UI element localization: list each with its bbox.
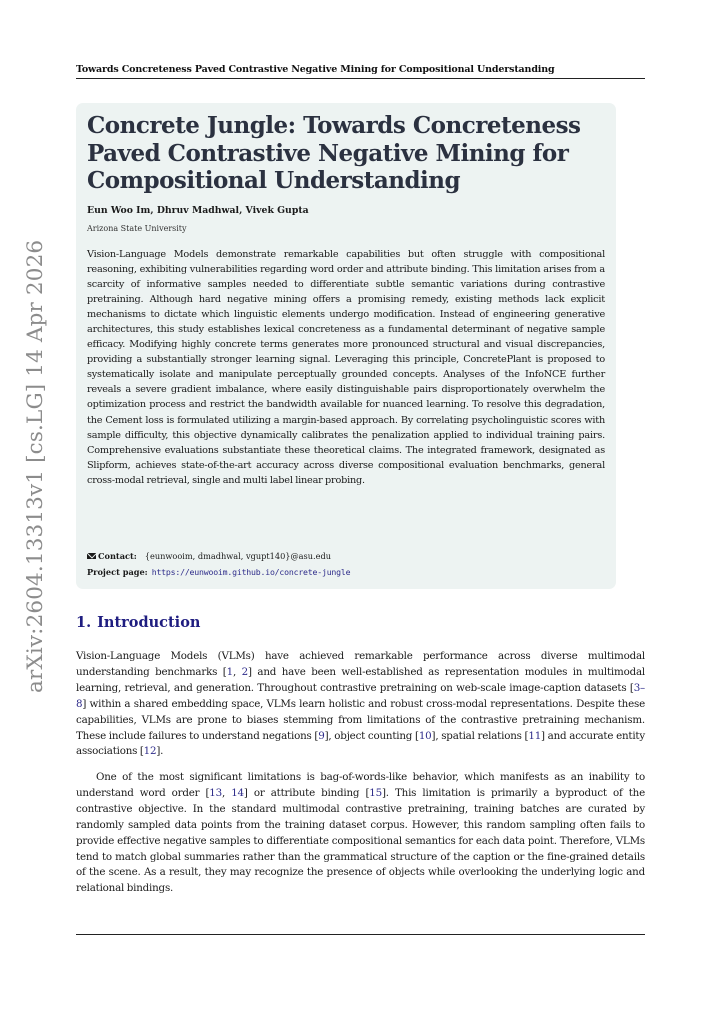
paper-title: Concrete Jungle: Towards Concreteness Paved Contrastive Negative Mining for Compositional Understanding	[87, 112, 581, 194]
intro-paragraph-2	[76, 770, 645, 897]
footer-rule	[76, 934, 645, 935]
body-text: ] within a shared embedding space, VLMs learn holistic and robust cross-modal representations. Despite these capabilities, VLMs are prone to biases stemming from limitations of the contrastive pretraining mechanism. These include failures to understand negations [	[76, 697, 645, 742]
intro-paragraph-1	[76, 649, 645, 760]
authors: Eun Woo Im, Dhruv Madhwal, Vivek Gupta	[87, 205, 309, 216]
section-heading	[76, 614, 200, 631]
project-line	[87, 567, 350, 577]
envelope-icon	[87, 553, 96, 559]
citation-link[interactable]: 2	[241, 665, 248, 678]
body-text: ].	[156, 745, 164, 758]
body-text: ,	[222, 786, 232, 799]
running-header: Towards Concreteness Paved Contrastive Negative Mining for Compositional Understanding	[76, 64, 555, 75]
body-text: ] and accurate entity associations [	[76, 729, 645, 758]
citation-link[interactable]: 1	[226, 665, 233, 678]
abstract-text: Vision-Language Models demonstrate remarkable capabilities but often struggle with compositional reasoning, exhibiting vulnerabilities regarding word order and attribute binding. This limitation arises from a scarcity of informative samples needed to differentiate subtle semantic variations during contrastive pretraining. Although hard negative mining offers a promising remedy, existing methods lack explicit mechanisms to dictate which linguistic elements undergo modification. Instead of engineering generative architectures, this study establishes lexical concreteness as a fundamental determinant of negative sample efficacy. Modifying highly concrete terms generates more pronounced structural and visual discrepancies, providing a substantially stronger learning signal. Leveraging this principle, ConcretePlant is proposed to systematically isolate and manipulate perceptually grounded concepts. Analyses of the InfoNCE further reveals a severe gradient imbalance, where easily distinguishable pairs disproportionately overwhelm the optimization process and restrict the bandwidth available for nuanced learning. To resolve this degradation, the Cement loss is formulated utilizing a margin-based approach. By correlating psycholinguistic scores with sample difficulty, this objective dynamically calibrates the penalization applied to individual training pairs. Comprehensive evaluations substantiate these theoretical claims. The integrated framework, designated as Slipform, achieves state-of-the-art accuracy across diverse compositional evaluation benchmarks, general cross-modal retrieval, single and multi label linear probing.	[87, 249, 605, 486]
arxiv-stamp: arXiv:2604.13313v1 [cs.LG] 14 Apr 2026	[23, 239, 48, 693]
citation-link[interactable]: 15	[369, 786, 382, 799]
body-text: ]. This limitation is primarily a byproduct of the contrastive objective. In the standard multimodal contrastive pretraining, training batches are curated by randomly sampled data points from the training dataset corpus. However, this random sampling often fails to provide effective negative samples to differentiate compositional semantics for each data point. Therefore, VLMs tend to match global summaries rather than the grammatical structure of the caption or the fine-grained details of the scene. As a result, they may recognize the presence of objects while overlooking the underlying logic and relational bindings.	[76, 786, 645, 895]
section-title: Introduction	[97, 614, 201, 631]
section-number: 1.	[76, 614, 92, 631]
citation-link[interactable]: 13	[209, 786, 222, 799]
citation-link[interactable]: 3–8	[76, 681, 645, 710]
body-text: ], object counting [	[324, 729, 419, 742]
citation-link[interactable]: 14	[231, 786, 244, 799]
body-text: One of the most significant limitations is bag-of-words-like behavior, which manifests as an inability to understand word order [	[76, 771, 645, 799]
affiliation: Arizona State University	[87, 224, 187, 233]
body-text: Vision-Language Models (VLMs) have achieved remarkable performance across diverse multimodal understanding benchmarks [	[76, 650, 645, 678]
header-rule	[76, 78, 645, 79]
contact-email[interactable]: {eunwooim, dmadhwal, vgupt140}@asu.edu	[144, 551, 331, 561]
contact-line	[87, 551, 331, 561]
project-link[interactable]: https://eunwooim.github.io/concrete-jungle	[151, 567, 351, 577]
contact-label: Contact:	[98, 551, 137, 561]
citation-link[interactable]: 9	[318, 729, 325, 742]
citation-link[interactable]: 12	[143, 745, 157, 758]
body-text: ,	[232, 665, 242, 678]
body-text: ] or attribute binding [	[243, 786, 370, 799]
citation-link[interactable]: 10	[418, 729, 432, 742]
citation-link[interactable]: 11	[528, 729, 542, 742]
body-text: ] and have been well-established as representation modules in multimodal learning, retrieval, and generation. Throughout contrastive pretraining on web-scale image-caption datasets [	[76, 665, 645, 694]
body-text: ], spatial relations [	[431, 729, 529, 742]
project-label: Project page:	[87, 567, 148, 577]
